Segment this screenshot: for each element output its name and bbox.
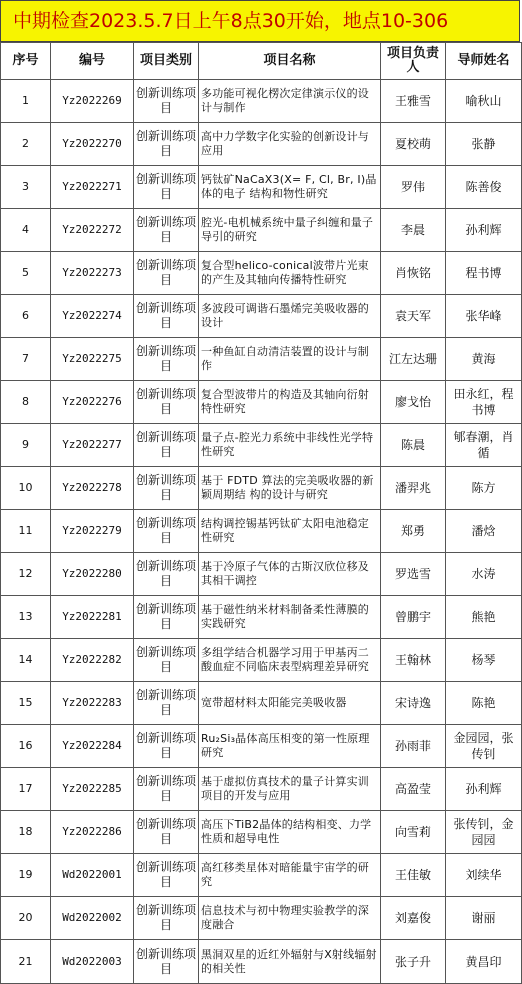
cell-code[interactable]: Yz2022270	[51, 123, 134, 166]
cell-type[interactable]: 创新训练项目	[134, 338, 199, 381]
sheet-title[interactable]: 中期检查2023.5.7日上午8点30开始，地点10-306	[0, 0, 520, 42]
cell-type[interactable]: 创新训练项目	[134, 80, 199, 123]
table-row	[1, 467, 522, 510]
cell-code[interactable]: Yz2022271	[51, 166, 134, 209]
cell-name[interactable]	[199, 940, 381, 984]
cell-code[interactable]: Yz2022280	[51, 553, 134, 596]
cell-code[interactable]: Yz2022276	[51, 381, 134, 424]
table-row	[1, 166, 522, 209]
cell-mentor[interactable]: 张静	[446, 123, 522, 166]
cell-name-text: 钙钛矿NaCaX3(X= F, Cl, Br, I)晶体的电子 结构和物性研究	[201, 173, 377, 200]
cell-code[interactable]: Yz2022282	[51, 639, 134, 682]
cell-lead[interactable]: 刘嘉俊	[381, 897, 446, 940]
cell-seq[interactable]: 21	[1, 940, 51, 984]
cell-seq[interactable]: 20	[1, 897, 51, 940]
cell-type[interactable]: 创新训练项目	[134, 768, 199, 811]
cell-lead[interactable]: 李晨	[381, 209, 446, 252]
cell-name-text: 高红移类星体对暗能量宇宙学的研究	[201, 861, 369, 888]
cell-code[interactable]: Wd2022002	[51, 897, 134, 940]
cell-name-text: 基于 FDTD 算法的完美吸收器的新颖周期结 构的设计与研究	[201, 474, 374, 501]
cell-name[interactable]	[199, 295, 381, 338]
table-row	[1, 252, 522, 295]
cell-seq[interactable]: 9	[1, 424, 51, 467]
cell-name-text: 一种鱼缸自动清洁装置的设计与制作	[201, 345, 369, 372]
cell-lead[interactable]: 江左达珊	[381, 338, 446, 381]
cell-type[interactable]: 创新训练项目	[134, 811, 199, 854]
cell-seq[interactable]: 4	[1, 209, 51, 252]
cell-mentor[interactable]: 黄昌印	[446, 940, 522, 984]
cell-lead[interactable]: 廖戈怡	[381, 381, 446, 424]
cell-seq[interactable]: 10	[1, 467, 51, 510]
cell-code[interactable]: Yz2022284	[51, 725, 134, 768]
cell-lead[interactable]: 向雪莉	[381, 811, 446, 854]
cell-mentor[interactable]: 熊艳	[446, 596, 522, 639]
table-row	[1, 209, 522, 252]
table-row	[1, 768, 522, 811]
cell-mentor[interactable]: 陈方	[446, 467, 522, 510]
cell-code[interactable]: Yz2022278	[51, 467, 134, 510]
table-row	[1, 381, 522, 424]
cell-type[interactable]: 创新训练项目	[134, 596, 199, 639]
cell-name-text: 高压下TiB2晶体的结构相变、力学性质和超导电性	[201, 818, 372, 845]
cell-name-text: 复合型helico-conical波带片光束的产生及其轴向传播特性研究	[201, 259, 369, 286]
cell-type[interactable]: 创新训练项目	[134, 166, 199, 209]
cell-seq[interactable]: 15	[1, 682, 51, 725]
cell-lead[interactable]: 宋诗逸	[381, 682, 446, 725]
cell-type[interactable]: 创新训练项目	[134, 252, 199, 295]
cell-lead[interactable]: 郑勇	[381, 510, 446, 553]
cell-mentor[interactable]: 杨琴	[446, 639, 522, 682]
cell-lead[interactable]: 夏校萌	[381, 123, 446, 166]
cell-type[interactable]: 创新训练项目	[134, 682, 199, 725]
cell-type[interactable]: 创新训练项目	[134, 553, 199, 596]
project-table	[0, 42, 522, 984]
cell-type[interactable]: 创新训练项目	[134, 854, 199, 897]
header-type[interactable]: 项目类别	[134, 43, 199, 80]
cell-mentor[interactable]: 程书博	[446, 252, 522, 295]
cell-seq[interactable]: 19	[1, 854, 51, 897]
cell-type[interactable]: 创新训练项目	[134, 295, 199, 338]
cell-mentor[interactable]: 郇春潮，肖循	[446, 424, 522, 467]
cell-code[interactable]: Yz2022274	[51, 295, 134, 338]
cell-seq[interactable]: 14	[1, 639, 51, 682]
table-row	[1, 811, 522, 854]
cell-name[interactable]	[199, 897, 381, 940]
cell-name[interactable]	[199, 682, 381, 725]
cell-seq[interactable]: 12	[1, 553, 51, 596]
cell-code[interactable]: Yz2022269	[51, 80, 134, 123]
table-row	[1, 596, 522, 639]
cell-name[interactable]	[199, 424, 381, 467]
cell-name[interactable]	[199, 338, 381, 381]
cell-lead[interactable]: 袁天军	[381, 295, 446, 338]
cell-mentor[interactable]: 孙利辉	[446, 768, 522, 811]
cell-type[interactable]: 创新训练项目	[134, 467, 199, 510]
table-row	[1, 639, 522, 682]
cell-mentor[interactable]: 金园园，张传钊	[446, 725, 522, 768]
cell-name-text: 基于冷原子气体的古斯汉欣位移及其相干调控	[201, 560, 369, 587]
cell-name[interactable]	[199, 639, 381, 682]
table-row	[1, 897, 522, 940]
cell-lead[interactable]: 陈晨	[381, 424, 446, 467]
cell-mentor[interactable]: 黄海	[446, 338, 522, 381]
cell-name-text: 黑洞双星的近红外辐射与X射线辐射的相关性	[201, 947, 377, 975]
cell-code[interactable]: Wd2022001	[51, 854, 134, 897]
cell-mentor[interactable]: 张传钊，金园园	[446, 811, 522, 854]
cell-type[interactable]: 创新训练项目	[134, 897, 199, 940]
cell-code[interactable]: Wd2022003	[51, 940, 134, 984]
cell-seq[interactable]: 17	[1, 768, 51, 811]
cell-name[interactable]	[199, 553, 381, 596]
cell-name[interactable]	[199, 854, 381, 897]
table-row	[1, 123, 522, 166]
cell-type[interactable]: 创新训练项目	[134, 639, 199, 682]
cell-lead[interactable]: 王雅雪	[381, 80, 446, 123]
cell-lead[interactable]: 王佳敏	[381, 854, 446, 897]
cell-code[interactable]: Yz2022272	[51, 209, 134, 252]
cell-name-text: Ru₂Si₃晶体高压相变的第一性原理研究	[201, 732, 370, 759]
cell-name-text: 结构调控锡基钙钛矿太阳电池稳定性研究	[201, 517, 369, 544]
cell-mentor[interactable]: 张华峰	[446, 295, 522, 338]
cell-name[interactable]	[199, 811, 381, 854]
cell-type[interactable]: 创新训练项目	[134, 725, 199, 768]
cell-mentor[interactable]: 水涛	[446, 553, 522, 596]
cell-name-text: 基于磁性纳米材料制备柔性薄膜的实践研究	[201, 603, 369, 630]
header-name[interactable]: 项目名称	[199, 43, 381, 80]
table-row	[1, 725, 522, 768]
cell-lead[interactable]: 王翰林	[381, 639, 446, 682]
cell-name[interactable]	[199, 209, 381, 252]
table-row	[1, 510, 522, 553]
cell-name[interactable]	[199, 596, 381, 639]
cell-name[interactable]	[199, 252, 381, 295]
cell-name-text: 高中力学数字化实验的创新设计与应用	[201, 130, 369, 157]
table-row	[1, 854, 522, 897]
cell-code[interactable]: Yz2022281	[51, 596, 134, 639]
cell-name-text: 多波段可调谐石墨烯完美吸收器的设计	[201, 302, 369, 329]
cell-code[interactable]: Yz2022283	[51, 682, 134, 725]
cell-code[interactable]: Yz2022273	[51, 252, 134, 295]
cell-seq[interactable]: 18	[1, 811, 51, 854]
cell-seq[interactable]: 2	[1, 123, 51, 166]
cell-type[interactable]: 创新训练项目	[134, 510, 199, 553]
header-row	[1, 43, 522, 80]
cell-mentor[interactable]: 谢丽	[446, 897, 522, 940]
table-row	[1, 424, 522, 467]
cell-type[interactable]: 创新训练项目	[134, 209, 199, 252]
table-row	[1, 682, 522, 725]
cell-seq[interactable]: 16	[1, 725, 51, 768]
cell-type[interactable]: 创新训练项目	[134, 381, 199, 424]
cell-lead[interactable]: 高盈莹	[381, 768, 446, 811]
header-seq[interactable]: 序号	[1, 43, 51, 80]
cell-lead[interactable]: 肖恢铭	[381, 252, 446, 295]
cell-name[interactable]	[199, 166, 381, 209]
cell-type[interactable]: 创新训练项目	[134, 424, 199, 467]
cell-name-text: 多组学结合机器学习用于甲基丙二酸血症不同临床表型病理差异研究	[201, 646, 369, 673]
cell-seq[interactable]: 8	[1, 381, 51, 424]
cell-mentor[interactable]: 孙利辉	[446, 209, 522, 252]
cell-name[interactable]	[199, 510, 381, 553]
cell-seq[interactable]: 6	[1, 295, 51, 338]
table-row	[1, 940, 522, 984]
cell-name-text: 基于虚拟仿真技术的量子计算实训项目的开发与应用	[201, 775, 369, 802]
header-mentor[interactable]: 导师姓名	[446, 43, 522, 80]
cell-name-text: 信息技术与初中物理实验教学的深度融合	[201, 904, 369, 931]
cell-name[interactable]	[199, 381, 381, 424]
cell-lead[interactable]: 张子升	[381, 940, 446, 984]
cell-mentor[interactable]: 潘焓	[446, 510, 522, 553]
cell-name-text: 宽带超材料太阳能完美吸收器	[201, 696, 347, 709]
cell-name[interactable]	[199, 768, 381, 811]
cell-seq[interactable]: 11	[1, 510, 51, 553]
header-lead[interactable]: 项目负责人	[381, 43, 446, 80]
cell-mentor[interactable]: 田永红，程书博	[446, 381, 522, 424]
cell-name-text: 多功能可视化楞次定律演示仪的设计与制作	[201, 87, 369, 114]
cell-mentor[interactable]: 陈善俊	[446, 166, 522, 209]
cell-code[interactable]: Yz2022275	[51, 338, 134, 381]
header-code[interactable]: 编号	[51, 43, 134, 80]
cell-name-text: 复合型波带片的构造及其轴向衍射特性研究	[201, 388, 369, 415]
table-row	[1, 80, 522, 123]
cell-lead[interactable]: 孙雨菲	[381, 725, 446, 768]
cell-name-text: 量子点-腔光力系统中非线性光学特性研究	[201, 431, 374, 458]
cell-code[interactable]: Yz2022277	[51, 424, 134, 467]
cell-name[interactable]	[199, 467, 381, 510]
cell-lead[interactable]: 潘羿兆	[381, 467, 446, 510]
cell-name[interactable]	[199, 123, 381, 166]
cell-code[interactable]: Yz2022279	[51, 510, 134, 553]
cell-lead[interactable]: 罗伟	[381, 166, 446, 209]
table-row	[1, 338, 522, 381]
cell-seq[interactable]: 13	[1, 596, 51, 639]
cell-code[interactable]: Yz2022286	[51, 811, 134, 854]
cell-lead[interactable]: 罗选雪	[381, 553, 446, 596]
cell-code[interactable]: Yz2022285	[51, 768, 134, 811]
cell-seq[interactable]: 3	[1, 166, 51, 209]
cell-name[interactable]	[199, 725, 381, 768]
cell-type[interactable]: 创新训练项目	[134, 940, 199, 984]
cell-seq[interactable]: 5	[1, 252, 51, 295]
cell-lead[interactable]: 曾鹏宇	[381, 596, 446, 639]
cell-mentor[interactable]: 喻秋山	[446, 80, 522, 123]
cell-seq[interactable]: 7	[1, 338, 51, 381]
table-row	[1, 295, 522, 338]
cell-mentor[interactable]: 刘续华	[446, 854, 522, 897]
cell-type[interactable]: 创新训练项目	[134, 123, 199, 166]
cell-name-text: 腔光-电机械系统中量子纠缠和量子导引的研究	[201, 216, 374, 243]
cell-seq[interactable]: 1	[1, 80, 51, 123]
cell-name[interactable]	[199, 80, 381, 123]
table-row	[1, 553, 522, 596]
cell-mentor[interactable]: 陈艳	[446, 682, 522, 725]
